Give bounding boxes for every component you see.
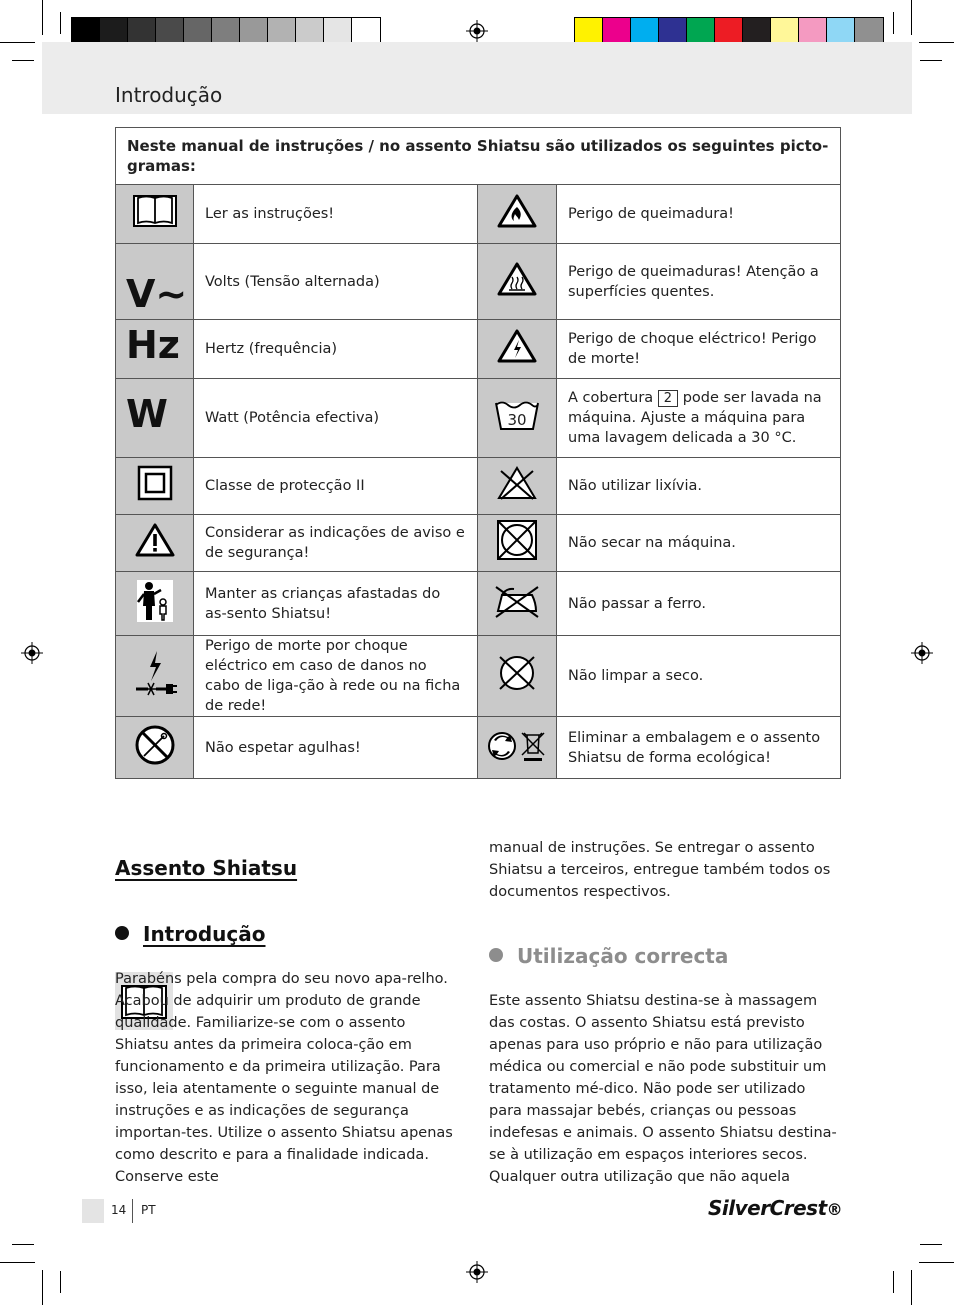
introduction-paragraph-continued: manual de instruções. Se entregar o assento Shiatsu a terceiros, entregue também todos os documentos respectivos. (489, 840, 831, 900)
pictogram-description: Não utilizar lixívia. (557, 458, 841, 515)
damaged-cable-icon (116, 636, 194, 717)
color-swatch (72, 18, 100, 45)
fire-warning-icon (478, 185, 557, 244)
hot-surface-warning-icon (478, 244, 557, 320)
warning-icon (116, 515, 194, 572)
registration-mark-icon (911, 642, 933, 664)
no-dry-clean-icon (478, 636, 557, 717)
color-swatch (715, 18, 743, 45)
keep-children-away-icon (116, 572, 194, 636)
table-row (116, 379, 841, 458)
table-row (116, 458, 841, 515)
color-swatch (575, 18, 603, 45)
color-swatch (743, 18, 771, 45)
color-swatch (352, 18, 380, 45)
part-number-box: 2 (658, 390, 678, 407)
footer-marker (82, 1199, 104, 1223)
pictogram-description: Hertz (frequência) (194, 320, 478, 379)
bullet-icon (489, 948, 503, 962)
pictogram-description: Não passar a ferro. (557, 572, 841, 636)
pictogram-description: Perigo de queimadura! (557, 185, 841, 244)
wash-30-icon (478, 379, 557, 458)
page-title: Introdução (115, 83, 223, 107)
no-needles-icon (116, 717, 194, 779)
color-swatch (659, 18, 687, 45)
pictogram-description: Watt (Potência efectiva) (194, 379, 478, 458)
table-row (116, 572, 841, 636)
electric-warning-icon (478, 320, 557, 379)
intended-use-paragraph: Este assento Shiatsu destina-se à massagem das costas. O assento Shiatsu está previsto apenas para uso próprio e não para utilização médica ou comercial e não pode substituir um tratamento mé-dico. Não pode ser utilizado para massajar bebés, crianças ou pessoas indefesas e animais. O assento Shiatsu destina-se à utilização em espaços interiores secos. Qualquer outra utilização que não aquela (489, 993, 837, 1185)
color-swatch (240, 18, 268, 45)
brand-logo: SilverCrest® (708, 1196, 843, 1220)
table-heading: Neste manual de instruções / no assento Shiatsu são utilizados os seguintes picto-gramas: (116, 128, 841, 185)
pictogram-description: Ler as instruções! (194, 185, 478, 244)
registration-mark-icon (466, 1261, 488, 1283)
crop-mark (60, 12, 61, 34)
language-code: PT (141, 1203, 156, 1217)
table-row (116, 515, 841, 572)
color-swatch (128, 18, 156, 45)
crop-mark (0, 42, 35, 43)
color-swatch (687, 18, 715, 45)
crop-mark (911, 1270, 912, 1305)
wash-temperature: 30 (507, 411, 527, 429)
pictogram-description: Não secar na máquina. (557, 515, 841, 572)
pictogram-description: Considerar as indicações de aviso e de segurança! (194, 515, 478, 572)
pictogram-description: Perigo de choque eléctrico! Perigo de morte! (557, 320, 841, 379)
table-row (116, 636, 841, 717)
crop-mark (920, 1244, 942, 1245)
pictogram-description: A cobertura 2 pode ser lavada na máquina. Ajuste a máquina para uma lavagem delicada a 30 °C. (557, 379, 841, 458)
pictogram-description: Volts (Tensão alternada) (194, 244, 478, 320)
protection-class-2-icon (116, 458, 194, 515)
bullet-icon (115, 926, 129, 940)
pictogram-description: Perigo de queimaduras! Atenção a superfícies quentes. (557, 244, 841, 320)
color-swatch (296, 18, 324, 45)
book-icon (116, 185, 194, 244)
color-swatch (631, 18, 659, 45)
footer-divider (132, 1199, 133, 1223)
pictogram-description: Não espetar agulhas! (194, 717, 478, 779)
no-tumble-dry-icon (478, 515, 557, 572)
color-swatch (324, 18, 352, 45)
crop-mark (42, 1270, 43, 1305)
crop-mark (12, 1244, 34, 1245)
color-swatch (771, 18, 799, 45)
volt-ac-icon: V~ (116, 244, 194, 320)
color-swatch (827, 18, 855, 45)
no-bleach-icon (478, 458, 557, 515)
crop-mark (893, 12, 894, 34)
color-swatch (268, 18, 296, 45)
crop-mark (919, 1262, 954, 1263)
color-swatch (799, 18, 827, 45)
table-row (116, 320, 841, 379)
color-swatch (212, 18, 240, 45)
registration-mark-icon (466, 20, 488, 42)
pictogram-description: Não limpar a seco. (557, 636, 841, 717)
color-swatch (603, 18, 631, 45)
crop-mark (893, 1271, 894, 1293)
crop-mark (42, 0, 43, 35)
pictogram-description: Classe de protecção II (194, 458, 478, 515)
table-row (116, 717, 841, 779)
subsection-title-intended-use: Utilização correcta (489, 944, 728, 968)
crop-mark (0, 1262, 35, 1263)
section-title: Assento Shiatsu (115, 856, 298, 880)
crop-mark (60, 1271, 61, 1293)
crop-mark (920, 60, 942, 61)
introduction-paragraph: Parabéns pela compra do seu novo apa-relho. Acabou de adquirir um produto de grande qualidade. Familiarize-se com o assento Shiatsu antes da primeira coloca-ção em funcionamento e da primeira utilização. Para isso, leia atentamente o seguinte manual de instruções e as indicações de segurança importan-tes. Utilize o assento Shiatsu apenas como descrito e para a finalidade indicada. Conserve este (115, 971, 453, 1185)
watt-icon: W (116, 379, 194, 458)
no-iron-icon (478, 572, 557, 636)
recycle-icon (478, 717, 557, 779)
pictogram-description: Eliminar a embalagem e o assento Shiatsu de forma ecológica! (557, 717, 841, 779)
crop-mark (919, 42, 954, 43)
crop-mark (911, 0, 912, 35)
crop-mark (12, 60, 34, 61)
registration-mark-icon (21, 642, 43, 664)
table-row (116, 185, 841, 244)
pictogram-description: Manter as crianças afastadas do as-sento Shiatsu! (194, 572, 478, 636)
subsection-title-introduction: Introdução (115, 922, 266, 946)
page-number: 14 (111, 1203, 127, 1217)
pictogram-table (115, 127, 841, 779)
color-swatch (156, 18, 184, 45)
color-swatch (100, 18, 128, 45)
pictogram-description: Perigo de morte por choque eléctrico em caso de danos no cabo de liga-ção à rede ou na ficha de rede! (194, 636, 478, 717)
color-swatch (184, 18, 212, 45)
color-swatch (855, 18, 883, 45)
page-header (42, 42, 912, 114)
hertz-icon: Hz (116, 320, 194, 379)
table-row (116, 244, 841, 320)
